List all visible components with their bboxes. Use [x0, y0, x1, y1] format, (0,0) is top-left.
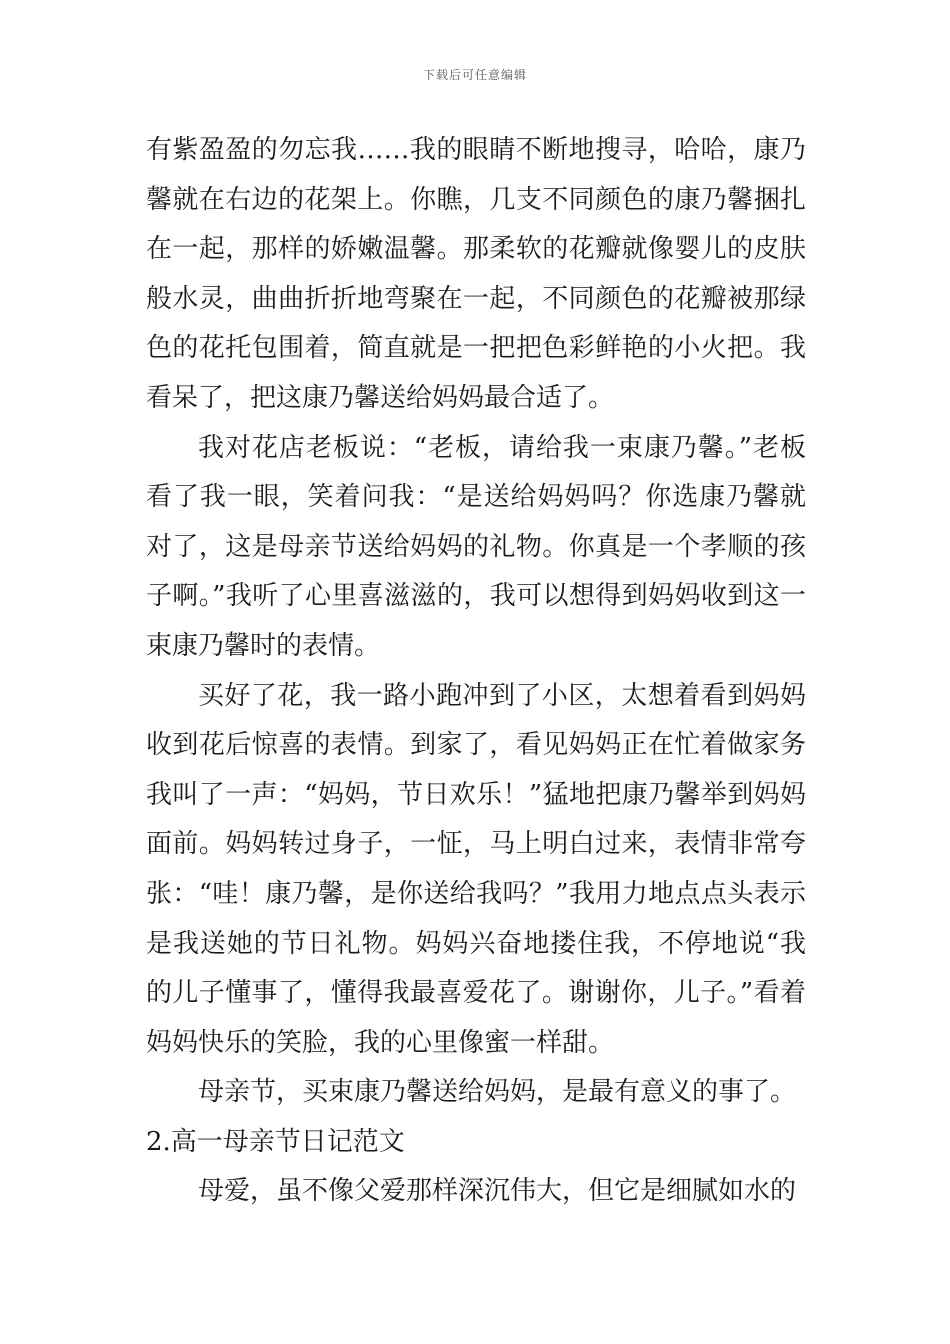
- section-heading: 2.高一母亲节日记范文: [146, 1126, 405, 1157]
- paragraph-4: 母亲节，买束康乃馨送给妈妈，是最有意义的事了。: [198, 1077, 797, 1108]
- page-header: 下载后可任意编辑: [422, 68, 527, 82]
- paragraph-2: 我对花店老板说：“老板，请给我一束康乃馨。”老板看了我一眼，笑着问我：“是送给妈妈吗？你选康乃馨就对了，这是母亲节送给妈妈的礼物。你真是一个孝顺的孩子啊。”我听了心里喜滋滋的，我可以想得到妈妈收到这一束康乃馨时的表情。: [146, 432, 806, 661]
- paragraph-5: 母爱，虽不像父爱那样深沉伟大，但它是细腻如水的: [198, 1176, 797, 1207]
- paragraph-1: 有紫盈盈的勿忘我……我的眼睛不断地搜寻，哈哈，康乃馨就在右边的花架上。你瞧，几支不同颜色的康乃馨捆扎在一起，那样的娇嫩温馨。那柔软的花瓣就像婴儿的皮肤般水灵，曲曲折折地弯聚在一起，不同颜色的花瓣被那绿色的花托包围着，简直就是一把把色彩鲜艳的小火把。我看呆了，把这康乃馨送给妈妈最合适了。: [146, 135, 806, 413]
- document-body: [146, 126, 806, 1217]
- paragraph-3: 买好了花，我一路小跑冲到了小区，太想着看到妈妈收到花后惊喜的表情。到家了，看见妈妈正在忙着做家务我叫了一声：“妈妈，节日欢乐！”猛地把康乃馨举到妈妈面前。妈妈转过身子，一怔，马上明白过来，表情非常夸张：“哇！康乃馨，是你送给我吗？”我用力地点点头表示是我送她的节日礼物。妈妈兴奋地搂住我，不停地说“我的儿子懂事了，懂得我最喜爱花了。谢谢你，儿子。”看着妈妈快乐的笑脸，我的心里像蜜一样甜。: [146, 680, 806, 1058]
